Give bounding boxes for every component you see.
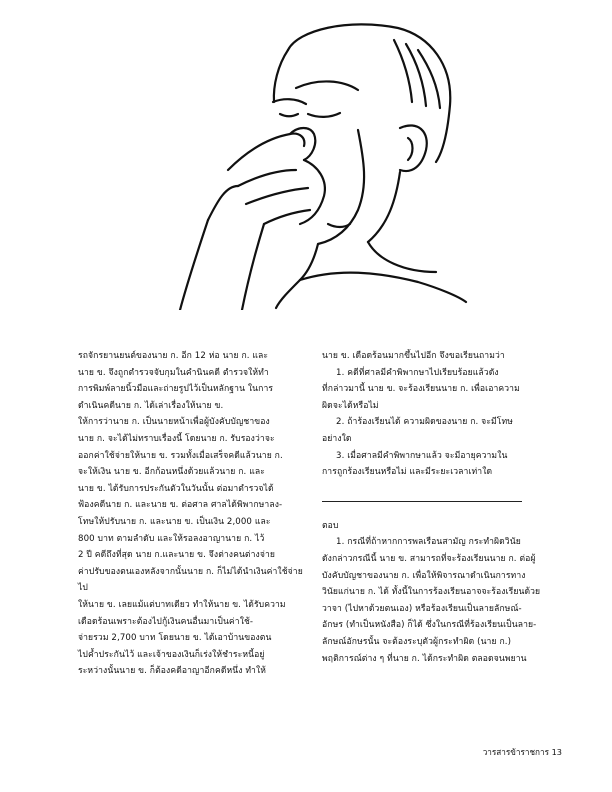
text-line: ระหว่างนั้นนาย ข. ก็ต้องคดีอาญาอีกคดีหนึ่ง ทำให้ bbox=[78, 666, 267, 677]
text-line: นาย ข. ได้รับการประกันตัวในวันนั้น ต่อมาตำรวจได้ bbox=[78, 483, 274, 494]
question-intro: นาย ข. เดือดร้อนมากขึ้นไปอีก จึงขอเรียนถามว่า bbox=[322, 351, 505, 361]
text-line: ดำเนินคดีนาย ก. ได้เล่าเรื่องให้นาย ข. bbox=[78, 400, 224, 411]
text-line: ฟ้องคดีนาย ก. และนาย ข. ต่อศาล ศาลได้พิพากษาลง- bbox=[78, 500, 283, 511]
text-line: โทษให้ปรับนาย ก. และนาย ข. เป็นเงิน 2,000 และ bbox=[78, 516, 271, 527]
question-line: อย่างใด bbox=[322, 433, 352, 444]
question-line: การถูกร้องเรียนหรือไม่ และมีระยะเวลาเท่าใด bbox=[322, 467, 493, 478]
question-line: ผิดจะได้หรือไม่ bbox=[322, 400, 379, 411]
answer-line: พฤติการณ์ต่าง ๆ ที่นาย ก. ได้กระทำผิด ตลอดจนพยาน bbox=[322, 653, 527, 664]
answer-heading: ตอบ bbox=[322, 520, 339, 531]
answer-line: 1. กรณีที่ถ้าหากการพลเรือนสามัญ กระทำผิดวินัย bbox=[336, 537, 521, 548]
text-line: ออกค่าใช้จ่ายให้นาย ข. รวมทั้งเมื่อเสร็จคดีแล้วนาย ก. bbox=[78, 450, 283, 461]
page-footer: วารสารข้าราชการ 13 bbox=[482, 747, 562, 757]
answer-line: อักษร (ทำเป็นหนังสือ) ก็ได้ ซึ่งในกรณีที่ร้องเรียนเป็นลาย- bbox=[322, 620, 537, 631]
section-divider bbox=[322, 501, 522, 502]
answer-line: วินัยแก่นาย ก. ได้ ทั้งนี้ในการร้องเรียนอาจจะร้องเรียนด้วย bbox=[322, 587, 541, 598]
text-line: ให้นาย ข. เลยแม้แต่บาทเดียว ทำให้นาย ข. ได้รับความ bbox=[78, 599, 286, 610]
text-line: การพิมพ์ลายนิ้วมือและถ่ายรูปไว้เป็นหลักฐาน ในการ bbox=[78, 384, 274, 395]
text-line: รถจักรยานยนต์ของนาย ก. อีก 12 ห่อ นาย ก. และ bbox=[78, 351, 269, 361]
text-line: จะให้เงิน นาย ข. อีกก้อนหนึ่งด้วยแล้วนาย ก. และ bbox=[78, 467, 265, 478]
answer-line: วาจา (ไปหาด้วยตนเอง) หรือร้องเรียนเป็นลายลักษณ์- bbox=[322, 603, 522, 614]
text-line: 800 บาท ตามลำดับ และให้รอลงอาญานาย ก. ไว้ bbox=[78, 533, 265, 544]
question-1 bbox=[322, 365, 558, 415]
text-line: เดือดร้อนเพราะต้องไปกู้เงินคนอื่นมาเป็นค่าใช้- bbox=[78, 616, 254, 627]
text-line: นาย ข. จึงถูกตำรวจจับกุมในคำนินคดี ตำรวจให้ทำ bbox=[78, 367, 269, 378]
question-2 bbox=[322, 414, 558, 447]
right-column bbox=[322, 348, 558, 667]
text-line: ไปค้ำประกันไว้ และเจ้าของเงินก็เร่งให้ชำระหนี้อยู่ bbox=[78, 649, 265, 660]
question-line: ที่กล่าวมานี้ นาย ข. จะร้องเรียนนาย ก. เพื่อเอาความ bbox=[322, 384, 520, 395]
answer-line: ลักษณ์อักษรนั้น จะต้องระบุตัวผู้กระทำผิด (นาย ก.) bbox=[322, 636, 512, 647]
answer-line: บังคับบัญชาของนาย ก. เพื่อให้พิจารณาดำเนินการทาง bbox=[322, 570, 526, 581]
question-line: 3. เมื่อศาลมีคำพิพากษาแล้ว จะมีอายุความใน bbox=[336, 450, 508, 461]
text-line: ค่าปรับของตนเองหลังจากนั้นนาย ก. ก็ไม่ได้นำเงินค่าใช้จ่ายไป bbox=[78, 566, 303, 594]
left-column bbox=[78, 348, 310, 680]
text-line: นาย ก. จะได้ไม่ทราบเรื่องนี้ โดยนาย ก. รับรองว่าจะ bbox=[78, 433, 275, 444]
question-line: 2. ถ้าร้องเรียนได้ ความผิดของนาย ก. จะมีโทษ bbox=[336, 417, 514, 428]
text-line: จ่ายรวม 2,700 บาท โดยนาย ข. ได้เอาบ้านของตน bbox=[78, 633, 272, 644]
answer-line: ดังกล่าวกรณีนี้ นาย ข. สามารถที่จะร้องเรียนนาย ก. ต่อผู้ bbox=[322, 553, 536, 564]
question-3 bbox=[322, 448, 558, 481]
text-line: 2 ปี คดีถึงที่สุด นาย ก.และนาย ข. จึงต่างคนต่างจ่าย bbox=[78, 550, 276, 561]
man-illustration bbox=[168, 10, 468, 310]
question-line: 1. คดีที่ศาลมีคำพิพากษาไปเรียบร้อยแล้วดัง bbox=[336, 367, 499, 378]
text-line: ให้การว่านาย ก. เป็นนายหน้าเพื่อผู้บังคับบัญชาของ bbox=[78, 417, 270, 428]
